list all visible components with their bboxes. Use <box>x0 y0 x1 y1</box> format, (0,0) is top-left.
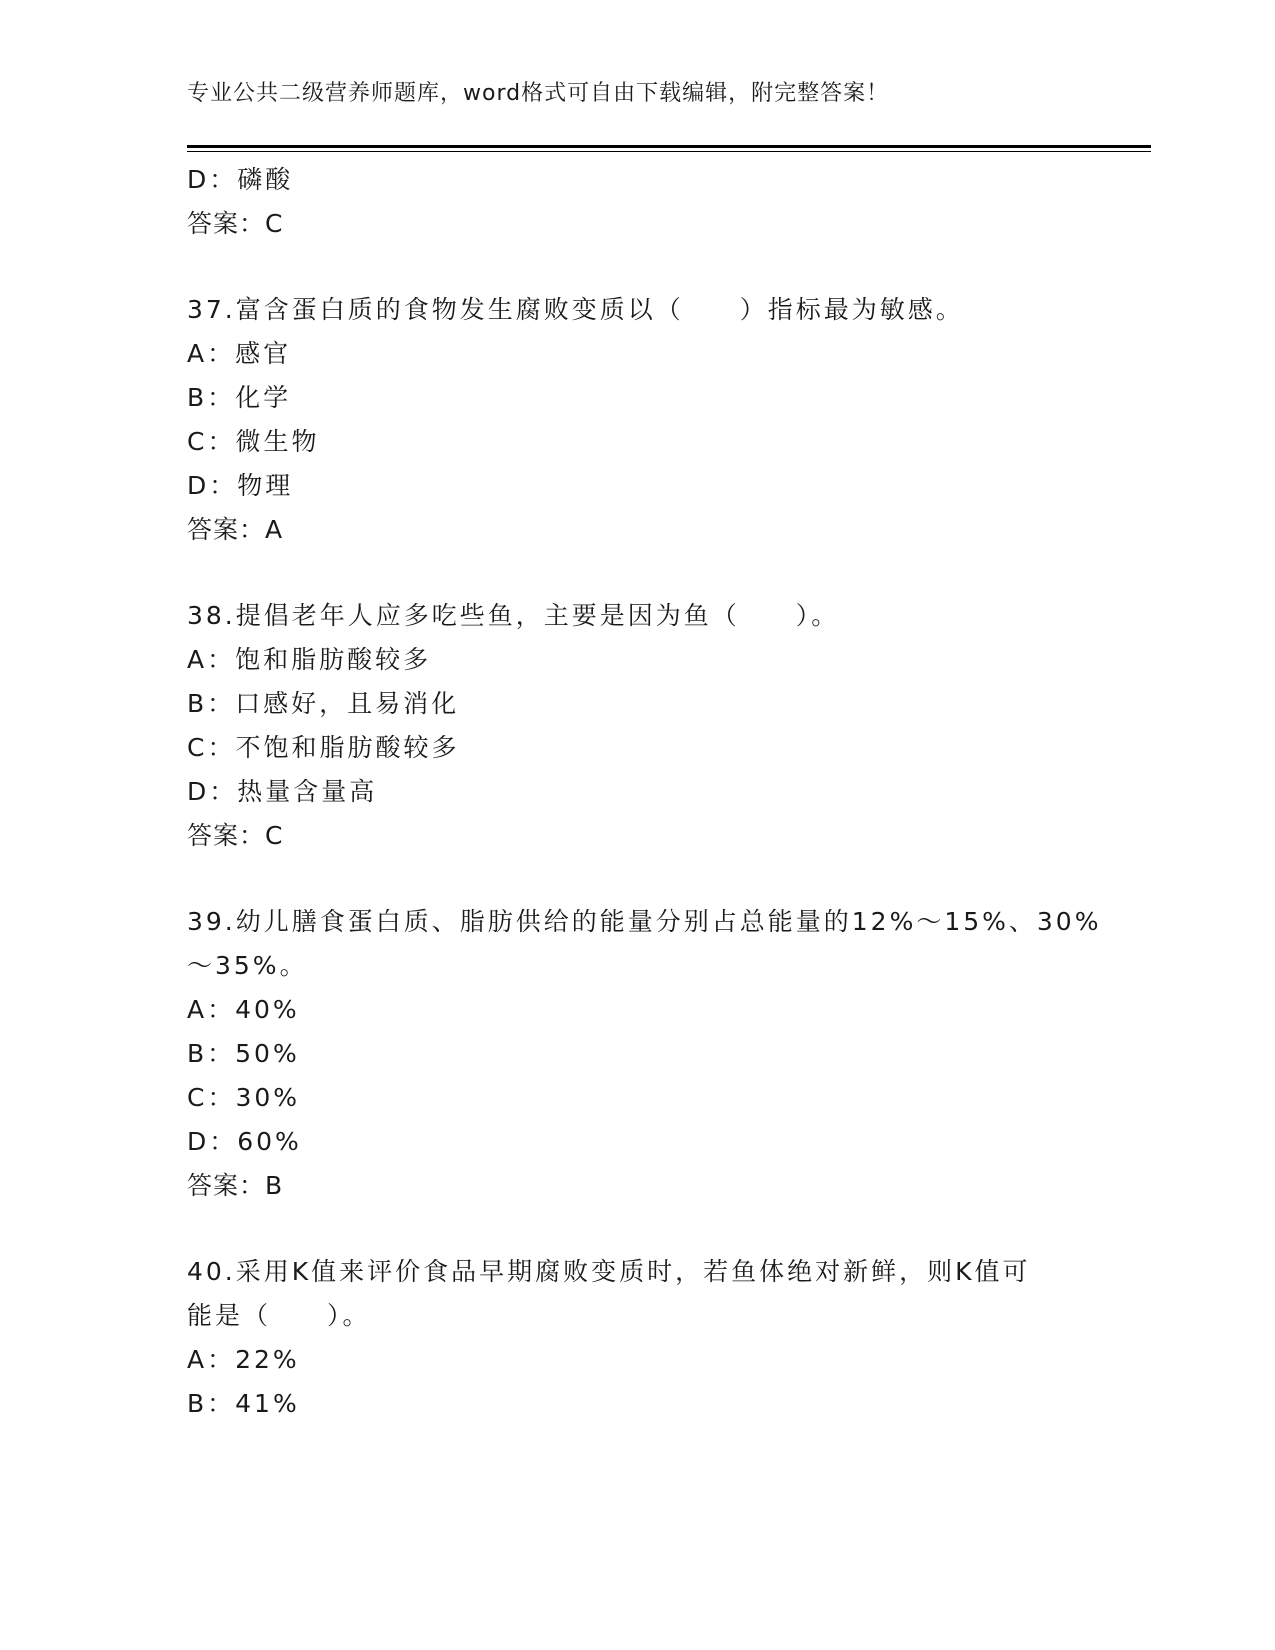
answer-line: 答案：C <box>187 821 284 850</box>
option-d: D：热量含量高 <box>187 777 378 806</box>
option-b: B：41% <box>187 1389 300 1418</box>
header-rule <box>187 145 1151 148</box>
question-38: 38.提倡老年人应多吃些鱼，主要是因为鱼（ ）。 <box>187 601 840 630</box>
question-40: 40.采用K值来评价食品早期腐败变质时，若鱼体绝对新鲜，则K值可 <box>187 1257 1031 1286</box>
answer-line: 答案：A <box>187 515 284 544</box>
question-39: 39.幼儿膳食蛋白质、脂肪供给的能量分别占总能量的12%～15%、30% <box>187 907 1102 936</box>
option-b: B：口感好，且易消化 <box>187 689 460 718</box>
answer-line: 答案：C <box>187 209 284 238</box>
option-c: C：不饱和脂肪酸较多 <box>187 733 460 762</box>
option-d: D：磷酸 <box>187 165 294 194</box>
option-a: A：22% <box>187 1345 300 1374</box>
answer-line: 答案：B <box>187 1171 284 1200</box>
question-39-continued: ～35%。 <box>187 951 308 980</box>
option-a: A：感官 <box>187 339 292 368</box>
header-rule-thin <box>187 151 1151 152</box>
option-c: C：30% <box>187 1083 301 1112</box>
header-text: 专业公共二级营养师题库，word格式可自由下载编辑，附完整答案！ <box>187 81 890 106</box>
option-a: A：40% <box>187 995 300 1024</box>
option-a: A：饱和脂肪酸较多 <box>187 645 432 674</box>
option-d: D：物理 <box>187 471 294 500</box>
option-c: C：微生物 <box>187 427 320 456</box>
option-b: B：50% <box>187 1039 300 1068</box>
option-d: D：60% <box>187 1127 302 1156</box>
option-b: B：化学 <box>187 383 292 412</box>
question-40-continued: 能是（ ）。 <box>187 1301 371 1330</box>
question-37: 37.富含蛋白质的食物发生腐败变质以（ ）指标最为敏感。 <box>187 295 964 324</box>
